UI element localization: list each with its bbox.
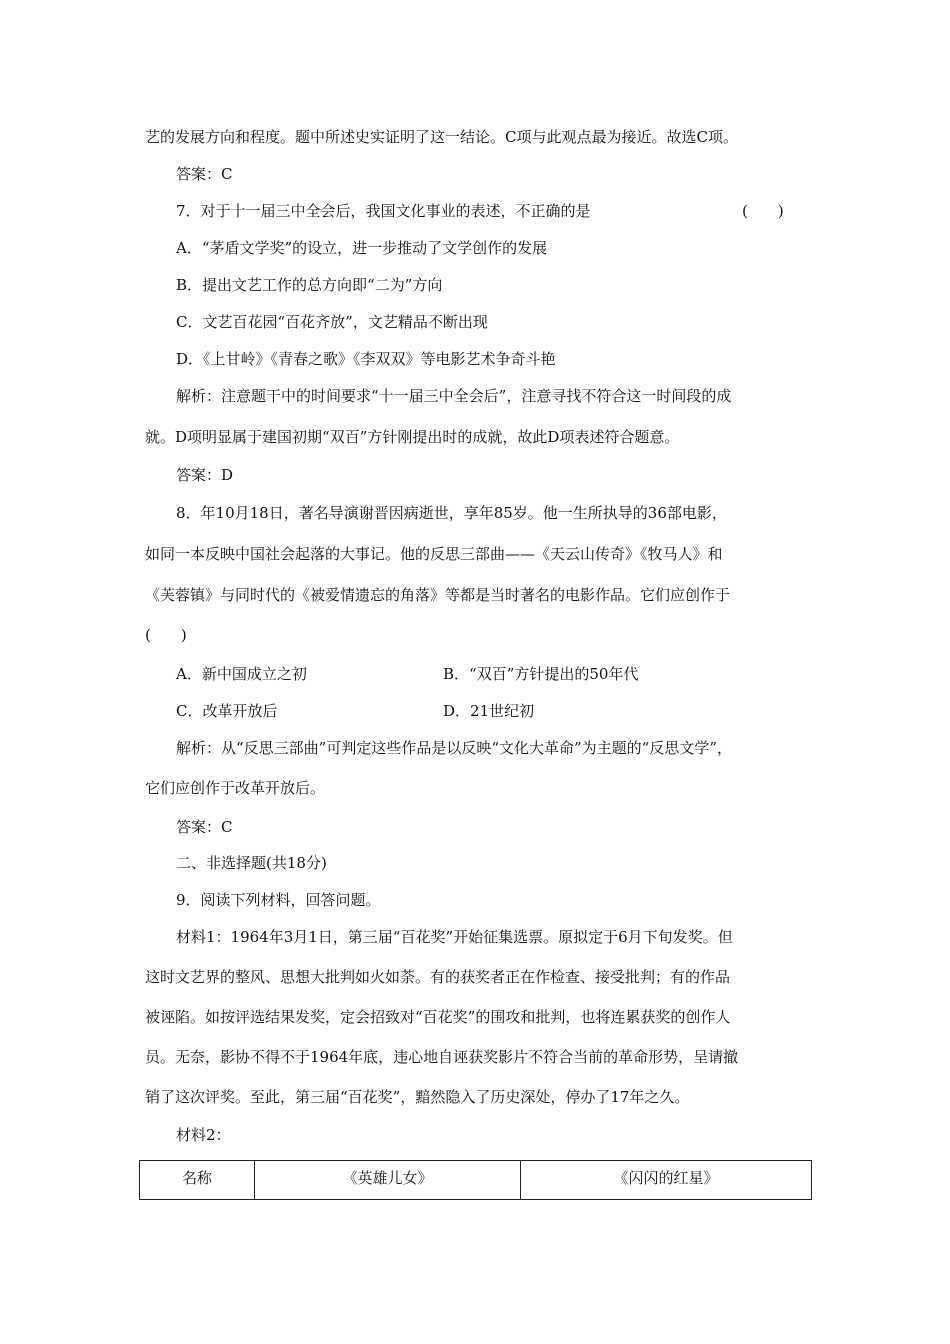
paragraph-line: 艺的发展方向和程度。题中所述史实证明了这一结论。C项与此观点最为接近。故选C项。: [145, 128, 738, 146]
question-8-answer-bracket: ( ): [145, 626, 187, 644]
material-1-line-4: 员。无奈，影协不得不于1964年底，违心地自诬获奖影片不符合当前的革命形势，呈请撤: [145, 1048, 739, 1066]
material-1-line-2: 这时文艺界的整风、思想大批判如火如荼。有的获奖者正在作检查、接受批判；有的作品: [145, 968, 731, 986]
question-7-option-d: D．《上甘岭》《青春之歌》《李双双》等电影艺术争奇斗艳: [176, 350, 556, 368]
question-7-explanation-line-1: 解析：注意题干中的时间要求“十一届三中全会后”，注意寻找不符合这一时间段的成: [176, 387, 732, 405]
table-cell: 名称: [140, 1161, 255, 1200]
question-7-answer: 答案：D: [176, 466, 234, 484]
question-7-option-b: B．提出文艺工作的总方向即“二为”方向: [176, 276, 443, 294]
table-header-row: [140, 1161, 812, 1200]
question-8-option-a: A．新中国成立之初: [176, 665, 307, 683]
material-1-line-5: 销了这次评奖。至此，第三届“百花奖”，黯然隐入了历史深处，停办了17年之久。: [145, 1088, 690, 1106]
question-8-option-d: D．21世纪初: [443, 702, 535, 720]
table-cell: 《闪闪的红星》: [521, 1161, 812, 1200]
question-9-stem: 9．阅读下列材料，回答问题。: [176, 891, 381, 909]
question-7-answer-bracket: ( ): [742, 202, 784, 220]
section-heading: 二、非选择题(共18分): [176, 854, 327, 872]
question-8-stem-line-2: 如同一本反映中国社会起落的大事记。他的反思三部曲——《天云山传奇》《牧马人》和: [145, 545, 723, 563]
material-2-table: [139, 1160, 812, 1200]
material-1-line-1: 材料1：1964年3月1日，第三届“百花奖”开始征集选票。原拟定于6月下旬发奖。但: [176, 928, 733, 946]
question-7-option-c: C．文艺百花园“百花齐放”，文艺精品不断出现: [176, 313, 488, 331]
question-7-explanation-line-2: 就。D项明显属于建国初期“双百”方针刚提出时的成就，故此D项表述符合题意。: [145, 428, 680, 446]
question-8-option-b: B．“双百”方针提出的50年代: [443, 665, 639, 683]
question-8-stem-line-3: 《芙蓉镇》与同时代的《被爱情遗忘的角落》等都是当时著名的电影作品。它们应创作于: [145, 586, 731, 604]
question-8-answer: 答案：C: [176, 818, 233, 836]
table-cell: 《英雄儿女》: [255, 1161, 521, 1200]
question-7-stem: 7．对于十一届三中全会后，我国文化事业的表述，不正确的是: [176, 202, 591, 220]
question-8-explanation-line-1: 解析：从“反思三部曲”可判定这些作品是以反映“文化大革命”为主题的“反思文学”，: [176, 739, 733, 757]
material-1-line-3: 被诬陷。如按评选结果发奖，定会招致对“百花奖”的围攻和批判，也将连累获奖的创作人: [145, 1008, 731, 1026]
question-8-option-c: C．改革开放后: [176, 702, 278, 720]
material-2-label: 材料2：: [176, 1126, 231, 1144]
question-7-option-a: A．“茅盾文学奖”的设立，进一步推动了文学创作的发展: [176, 239, 548, 257]
question-8-stem-line-1: 8．年10月18日，著名导演谢晋因病逝世，享年85岁。他一生所执导的36部电影，: [176, 504, 727, 522]
question-8-explanation-line-2: 它们应创作于改革开放后。: [145, 779, 326, 797]
answer-line: 答案：C: [176, 165, 233, 183]
